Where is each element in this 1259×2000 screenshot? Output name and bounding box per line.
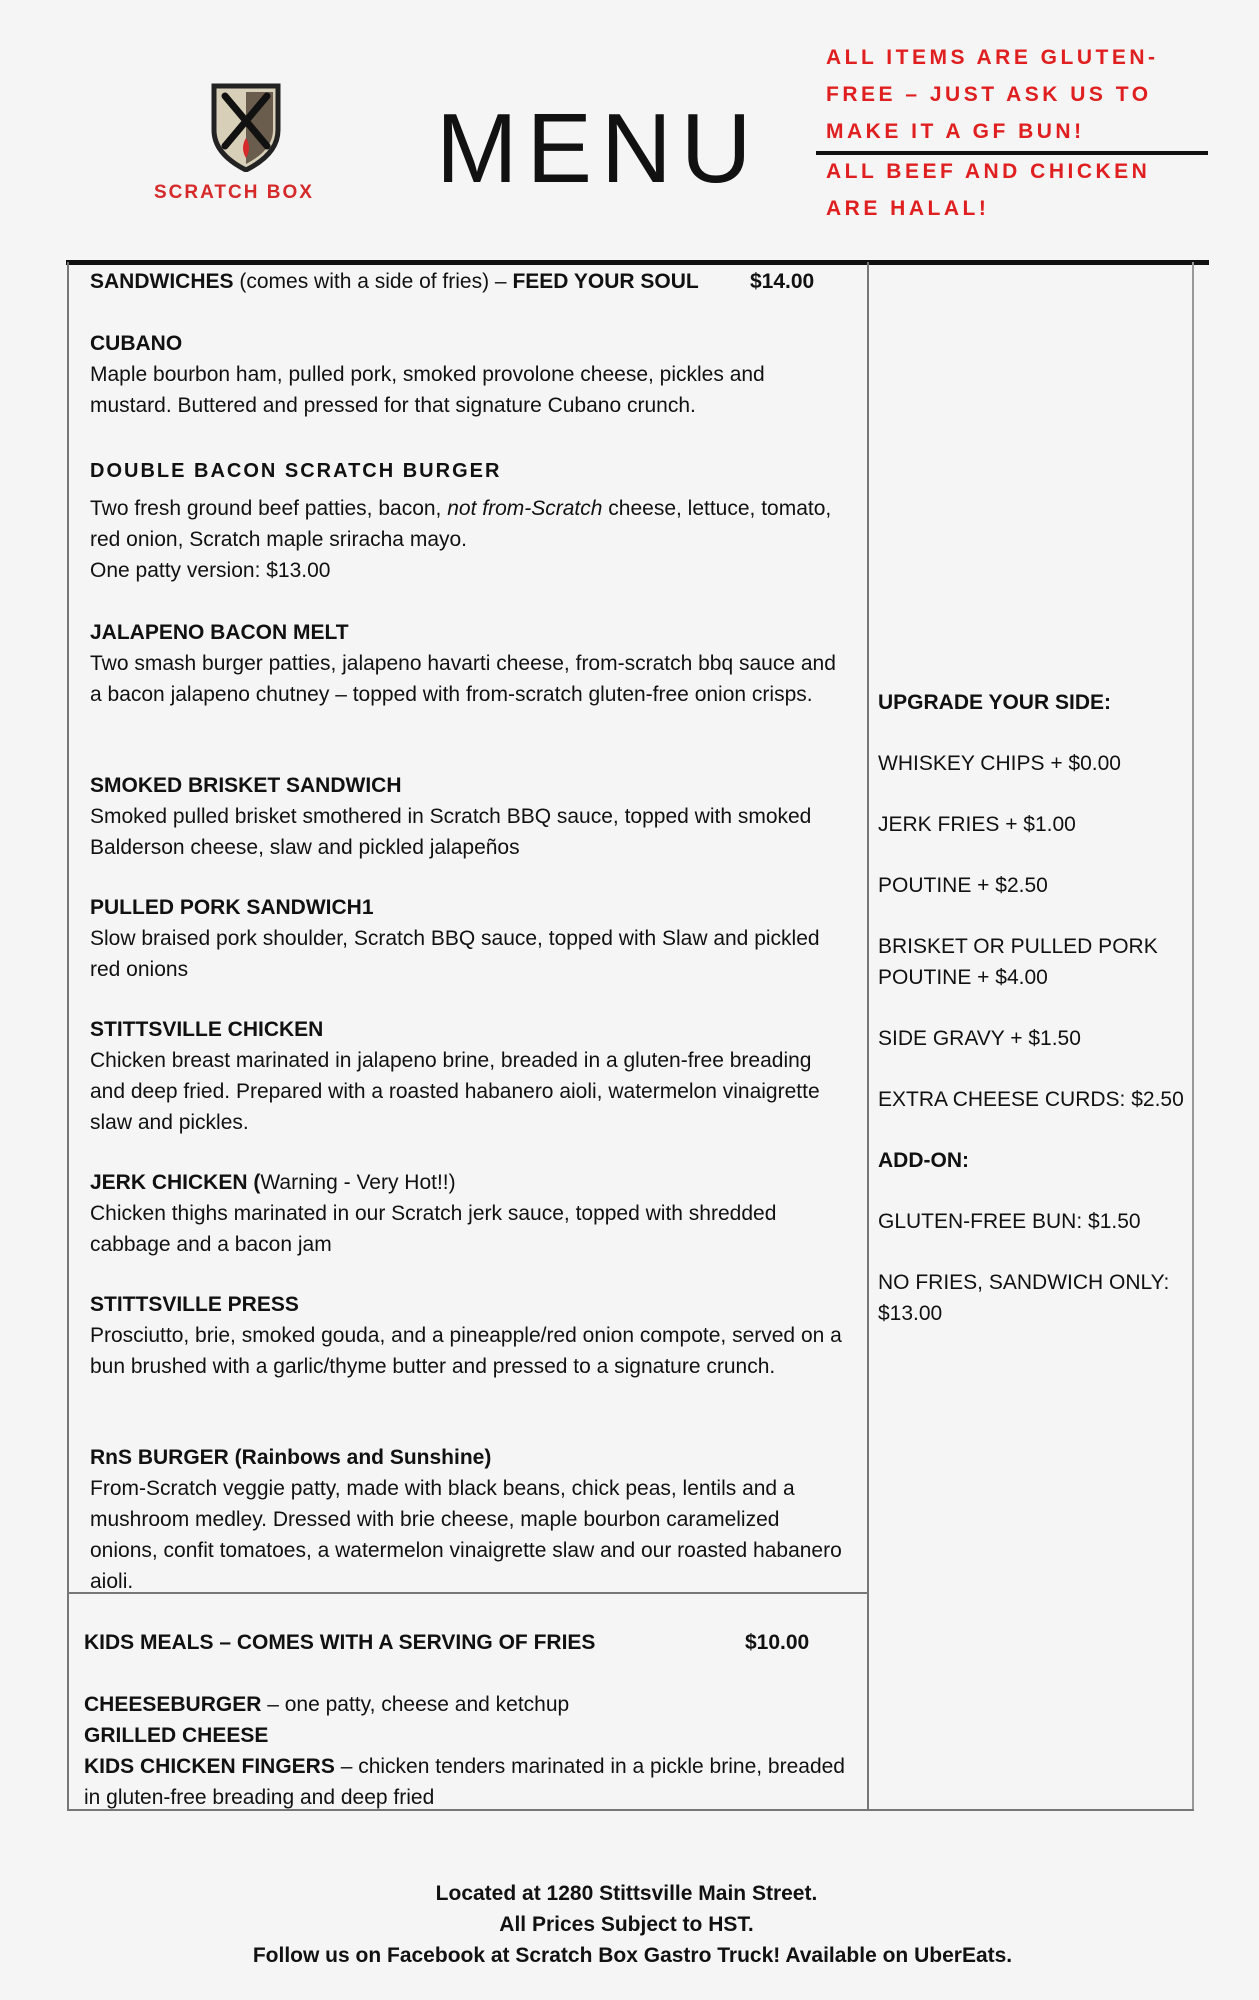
kids-title: KIDS MEALS – COMES WITH A SERVING OF FRIES <box>84 1631 596 1654</box>
menu-item-rns-burger <box>90 1442 850 1597</box>
side-option: JERK FRIES + $1.00 <box>878 813 1076 836</box>
item-description: Slow braised pork shoulder, Scratch BBQ sauce, topped with Slaw and pickled red onions <box>90 927 820 981</box>
scratch-box-logo <box>150 82 340 212</box>
item-name: STITTSVILLE PRESS <box>90 1293 299 1316</box>
menu-item-double-bacon-burger <box>90 456 850 586</box>
item-description: Two fresh ground beef patties, bacon, not from-Scratch cheese, lettuce, tomato, red onion, Scratch maple sriracha mayo. <box>90 497 832 551</box>
kids-item: GRILLED CHEESE <box>84 1724 269 1747</box>
logo-text: SCRATCH BOX <box>154 182 314 203</box>
kids-price: $10.00 <box>745 1631 810 1654</box>
addon-header: ADD-ON: <box>878 1149 969 1172</box>
side-option: SIDE GRAVY + $1.50 <box>878 1027 1081 1050</box>
side-option: WHISKEY CHIPS + $0.00 <box>878 752 1121 775</box>
menu-item-stittsville-chicken <box>90 1014 850 1138</box>
sides-column-edge <box>1192 262 1194 1811</box>
side-option: POUTINE + $2.50 <box>878 874 1048 897</box>
item-description: Chicken breast marinated in jalapeno brine, breaded in a gluten-free breading and deep fried. Prepared with a roasted habanero aioli, watermelon vinaigrette slaw and pickles. <box>90 1049 820 1134</box>
item-description: From-Scratch veggie patty, made with black beans, chick peas, lentils and a mushroom medley. Dressed with brie cheese, maple bourbon caramelized onions, confit tomatoes, a watermelon vinaigrette slaw and our roasted habanero aioli. <box>90 1477 842 1593</box>
menu-item-jalapeno-bacon-melt <box>90 617 850 710</box>
gluten-free-notice: ALL ITEMS ARE GLUTEN-FREE – JUST ASK US TO MAKE IT A GF BUN! <box>826 46 1159 143</box>
page-title: MENU <box>436 93 761 203</box>
sandwiches-title: SANDWICHES <box>90 270 234 293</box>
item-name: STITTSVILLE CHICKEN <box>90 1018 324 1041</box>
item-name: SMOKED BRISKET SANDWICH <box>90 774 402 797</box>
sandwiches-tagline: FEED YOUR SOUL <box>512 270 699 293</box>
halal-notice: ALL BEEF AND CHICKEN ARE HALAL! <box>826 160 1151 220</box>
sandwiches-header <box>90 266 850 297</box>
kids-item: KIDS CHICKEN FINGERS – chicken tenders marinated in a pickle brine, breaded in gluten-free breading and deep fried <box>84 1755 845 1809</box>
sandwiches-price: $14.00 <box>750 270 815 293</box>
item-name: CUBANO <box>90 332 183 355</box>
sandwiches-note: (comes with a side of fries) – <box>233 270 513 293</box>
footer-address: Located at 1280 Stittsville Main Street. <box>435 1882 818 1905</box>
item-name: JERK CHICKEN (Warning - Very Hot!!) <box>90 1171 456 1194</box>
item-name: PULLED PORK SANDWICH1 <box>90 896 374 919</box>
item-name: DOUBLE BACON SCRATCH BURGER <box>90 460 502 482</box>
item-description: Chicken thighs marinated in our Scratch jerk sauce, topped with shredded cabbage and a bacon jam <box>90 1202 777 1256</box>
side-option: BRISKET OR PULLED PORK POUTINE + $4.00 <box>878 935 1158 989</box>
item-description: Maple bourbon ham, pulled pork, smoked provolone cheese, pickles and mustard. Buttered and pressed for that signature Cubano crunch. <box>90 363 765 417</box>
menu-item-stittsville-press <box>90 1289 850 1382</box>
item-name: RnS BURGER (Rainbows and Sunshine) <box>90 1446 492 1469</box>
item-extra: One patty version: $13.00 <box>90 559 331 582</box>
menu-item-jerk-chicken <box>90 1167 850 1260</box>
kids-item: CHEESEBURGER – one patty, cheese and ketchup <box>84 1693 570 1716</box>
item-description: Smoked pulled brisket smothered in Scratch BBQ sauce, topped with smoked Balderson cheese, slaw and pickled jalapeños <box>90 805 812 859</box>
item-description: Prosciutto, brie, smoked gouda, and a pineapple/red onion compote, served on a bun brushed with a garlic/thyme butter and pressed to a signature crunch. <box>90 1324 842 1378</box>
footer-tax-note: All Prices Subject to HST. <box>499 1913 754 1936</box>
side-option: EXTRA CHEESE CURDS: $2.50 <box>878 1088 1184 1111</box>
menu-item-pulled-pork <box>90 892 850 985</box>
crossed-knives-shield-icon <box>209 82 283 172</box>
addon-option: NO FRIES, SANDWICH ONLY: $13.00 <box>878 1271 1170 1325</box>
item-description: Two smash burger patties, jalapeno havarti cheese, from-scratch bbq sauce and a bacon jalapeno chutney – topped with from-scratch gluten-free onion crisps. <box>90 652 836 706</box>
item-name: JALAPENO BACON MELT <box>90 621 349 644</box>
menu-item-cubano <box>90 328 850 421</box>
kids-header <box>84 1627 854 1658</box>
upgrade-side-header: UPGRADE YOUR SIDE: <box>878 691 1111 714</box>
addon-option: GLUTEN-FREE BUN: $1.50 <box>878 1210 1141 1233</box>
menu-item-smoked-brisket <box>90 770 850 863</box>
column-divider <box>867 262 869 1811</box>
footer-social: Follow us on Facebook at Scratch Box Gastro Truck! Available on UberEats. <box>252 1944 1013 1967</box>
